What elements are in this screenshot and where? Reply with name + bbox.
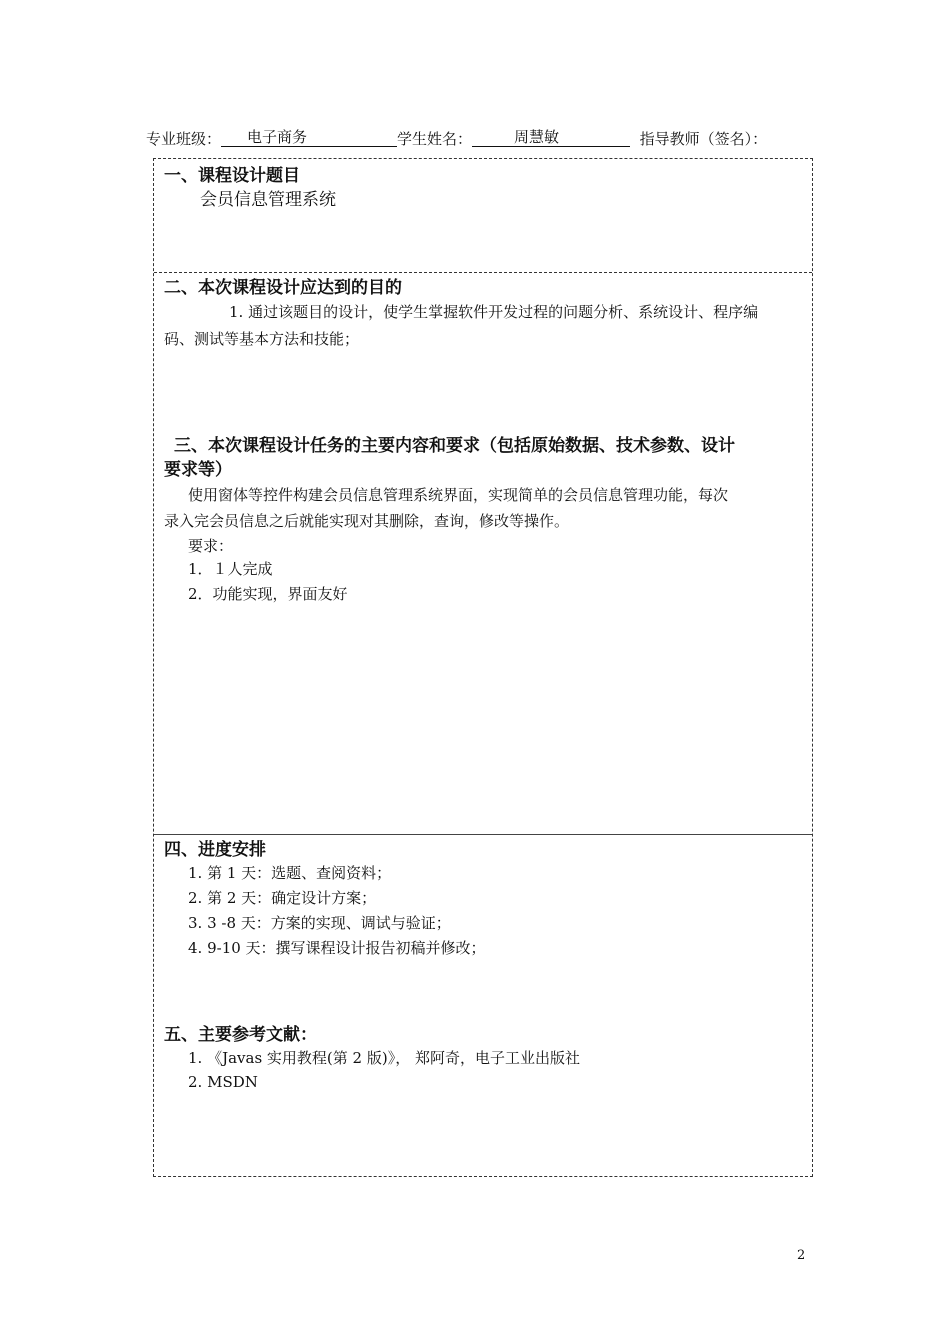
reference-item: 2. MSDN	[188, 1073, 258, 1091]
section-1-title: 一、课程设计题目	[164, 166, 300, 186]
student-name-value: 周慧敏	[514, 128, 560, 146]
student-name-field[interactable]	[472, 128, 630, 147]
section-5-title: 五、主要参考文献：	[164, 1025, 317, 1045]
class-label: 专业班级：	[146, 130, 222, 148]
class-value: 电子商务	[247, 128, 308, 146]
section-3-title-line-2: 要求等）	[164, 460, 232, 480]
section-3-req-label: 要求：	[188, 537, 234, 555]
divider-1	[154, 272, 812, 273]
schedule-item: 2. 第 2 天：确定设计方案；	[188, 889, 377, 907]
section-3-para-1: 使用窗体等控件构建会员信息管理系统界面，实现简单的会员信息管理功能，每次	[188, 486, 729, 504]
section-2-line-2: 码、测试等基本方法和技能；	[164, 330, 360, 348]
section-3-title-line-1: 三、本次课程设计任务的主要内容和要求（包括原始数据、技术参数、设计	[174, 436, 735, 456]
student-name-label: 学生姓名：	[397, 130, 473, 148]
reference-item: 1. 《Javas 实用教程(第 2 版)》， 郑阿奇，电子工业出版社	[188, 1049, 580, 1067]
schedule-item: 1. 第 1 天：选题、查阅资料；	[188, 864, 392, 882]
section-4-title: 四、进度安排	[164, 840, 266, 860]
schedule-item: 4. 9-10 天：撰写课程设计报告初稿并修改；	[188, 939, 486, 957]
course-design-form	[153, 158, 813, 1177]
page-number: 2	[797, 1248, 806, 1263]
section-3-para-2: 录入完会员信息之后就能实现对其删除，查询，修改等操作。	[164, 512, 570, 530]
section-2-line-1: 1. 通过该题目的设计，使学生掌握软件开发过程的问题分析、系统设计、程序编	[229, 303, 759, 321]
section-2-title: 二、本次课程设计应达到的目的	[164, 278, 402, 298]
form-header	[146, 128, 816, 149]
class-field[interactable]	[221, 128, 397, 147]
schedule-item: 3. 3 -8 天：方案的实现、调试与验证；	[188, 914, 451, 932]
section-3-req-1: 1．１人完成	[188, 560, 273, 578]
section-3-req-2: 2．功能实现，界面友好	[188, 585, 348, 603]
section-1-content: 会员信息管理系统	[200, 190, 336, 210]
divider-2	[154, 834, 812, 835]
teacher-signature-label: 指导教师（签名）：	[639, 130, 768, 148]
